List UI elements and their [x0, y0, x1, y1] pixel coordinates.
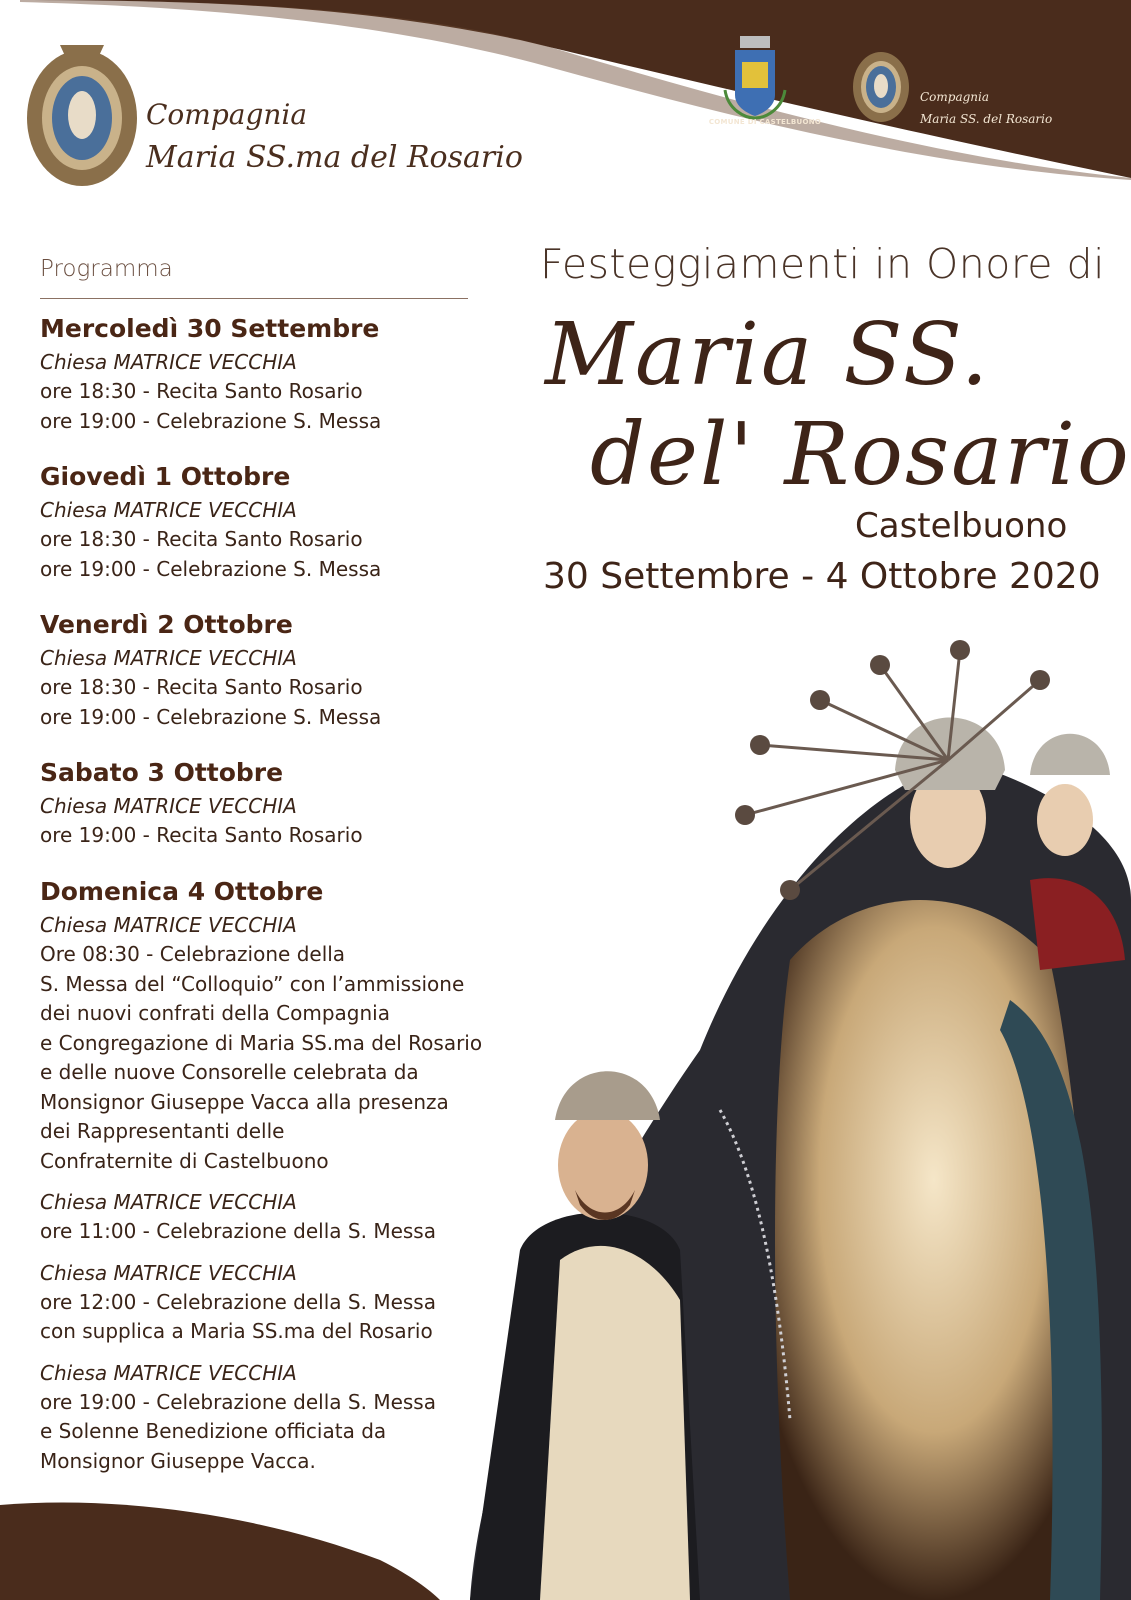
script-title-line1: Maria SS. [545, 305, 991, 405]
schedule-line: ore 19:00 - Celebrazione S. Messa [40, 556, 382, 581]
programma-heading: Programma [40, 256, 173, 282]
festeggiamenti-heading: Festeggiamenti in Onore di [540, 240, 1105, 288]
schedule-line: ore 18:30 - Recita Santo Rosario [40, 379, 363, 403]
church-name: Chiesa MATRICE VECCHIA [40, 498, 297, 522]
day-block [40, 610, 510, 732]
script-title-line2: del' Rosario [590, 405, 1131, 505]
org-name-line2: Maria SS.ma del Rosario [146, 140, 523, 175]
programma-divider [40, 298, 468, 299]
church-name: Chiesa MATRICE VECCHIA [40, 350, 297, 374]
church-name: Chiesa MATRICE VECCHIA [40, 1360, 297, 1385]
org-name-line1: Compagnia [146, 98, 308, 131]
schedule-line: Confraternite di Castelbuono [40, 1148, 329, 1173]
church-name: Chiesa MATRICE VECCHIA [40, 794, 297, 818]
schedule-line: ore 18:30 - Recita Santo Rosario [40, 675, 363, 699]
church-name: Chiesa MATRICE VECCHIA [40, 1260, 297, 1285]
small-emblem-logo [853, 52, 909, 122]
event-dates: 30 Settembre - 4 Ottobre 2020 [543, 556, 1101, 597]
schedule-line: Monsignor Giuseppe Vacca alla presenza [40, 1089, 449, 1114]
day-title: Domenica 4 Ottobre [40, 877, 324, 906]
church-name: Chiesa MATRICE VECCHIA [40, 1190, 297, 1214]
town-name: Castelbuono [855, 506, 1068, 546]
day-title: Mercoledì 30 Settembre [40, 314, 380, 343]
schedule-line: e Congregazione di Maria SS.ma del Rosario [40, 1030, 483, 1055]
schedule-line: Monsignor Giuseppe Vacca. [40, 1448, 316, 1473]
day-block [40, 758, 510, 851]
day-title: Giovedì 1 Ottobre [40, 462, 291, 491]
schedule-line: con supplica a Maria SS.ma del Rosario [40, 1319, 433, 1343]
statue-illustration [470, 640, 1131, 1600]
small-org-line2: Maria SS. del Rosario [920, 112, 1053, 126]
day-block [40, 877, 510, 1476]
schedule-line: ore 19:00 - Celebrazione della S. Messa [40, 1389, 436, 1414]
schedule-line: ore 19:00 - Celebrazione S. Messa [40, 408, 382, 433]
schedule-line: ore 11:00 - Celebrazione della S. Messa [40, 1219, 436, 1243]
comune-label: COMUNE DI CASTELBUONO [708, 118, 822, 126]
day-title: Venerdì 2 Ottobre [40, 610, 293, 639]
schedule-line: ore 12:00 - Celebrazione della S. Messa [40, 1289, 436, 1314]
schedule-line: ore 18:30 - Recita Santo Rosario [40, 527, 363, 551]
day-block [40, 314, 510, 436]
schedule-line: e Solenne Benedizione officiata da [40, 1419, 387, 1443]
day-title: Sabato 3 Ottobre [40, 758, 284, 787]
schedule-line: ore 19:00 - Recita Santo Rosario [40, 823, 363, 847]
left-emblem-logo [27, 45, 137, 186]
schedule-line: dei Rappresentanti delle [40, 1119, 285, 1143]
schedule-line: S. Messa del “Colloquio” con l’ammissione [40, 971, 465, 996]
small-org-line1: Compagnia [920, 90, 990, 104]
schedule-line: Ore 08:30 - Celebrazione della [40, 942, 346, 966]
footer-brown-wave [0, 1502, 440, 1600]
schedule-line: dei nuovi confrati della Compagnia [40, 1001, 390, 1025]
day-block [40, 462, 510, 584]
schedule-line: e delle nuove Consorelle celebrata da [40, 1060, 419, 1084]
church-name: Chiesa MATRICE VECCHIA [40, 646, 297, 670]
church-name: Chiesa MATRICE VECCHIA [40, 913, 297, 937]
schedule-line: ore 19:00 - Celebrazione S. Messa [40, 704, 382, 729]
